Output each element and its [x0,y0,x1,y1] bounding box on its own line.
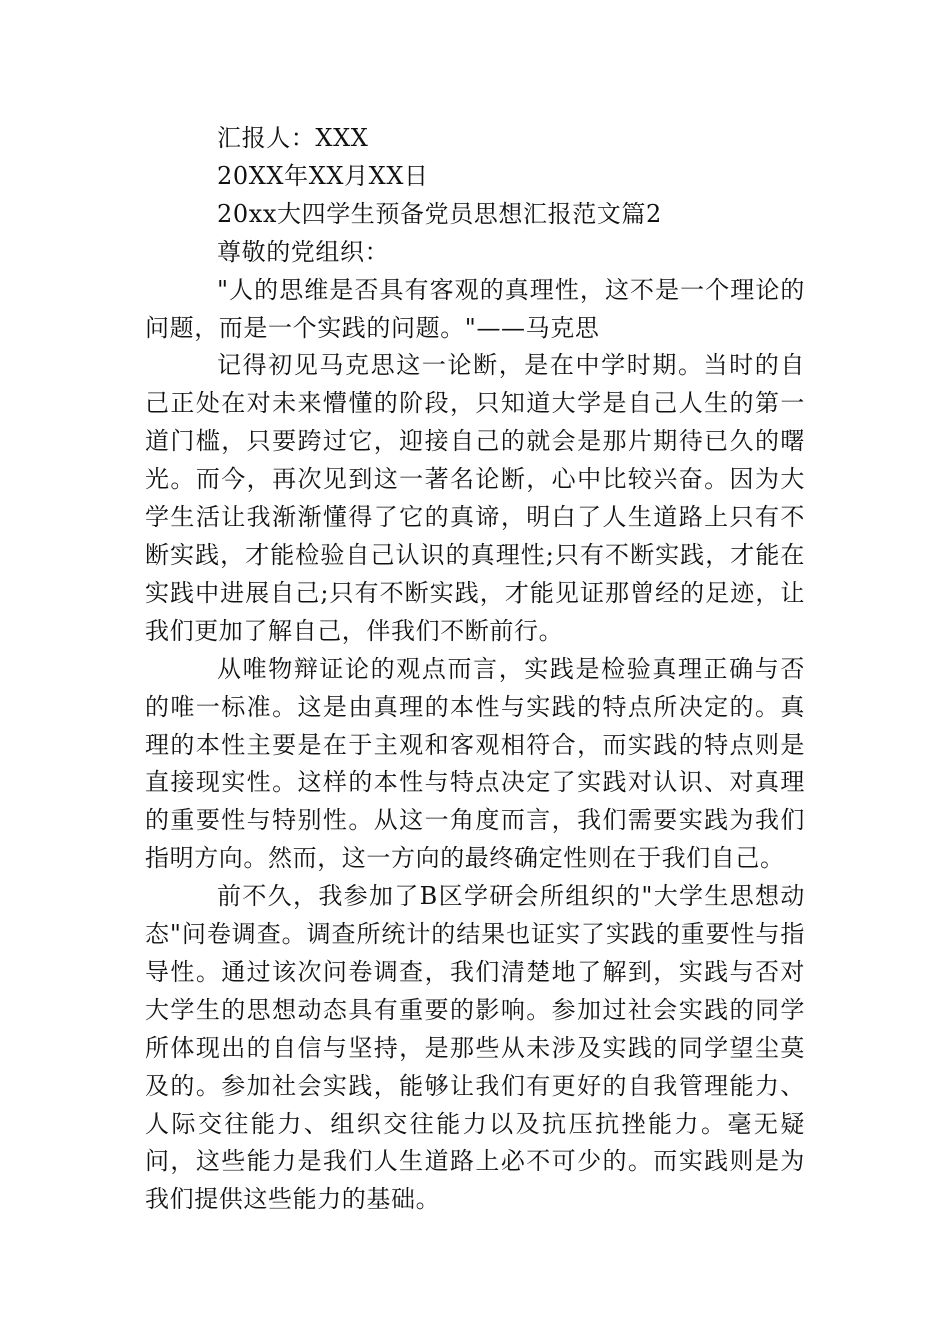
paragraph: 记得初见马克思这一论断，是在中学时期。当时的自己正处在对未来懵懂的阶段，只知道大学是自己人生的第一道门槛，只要跨过它，迎接自己的就会是那片期待已久的曙光。而今，再次见到这一著名论断，心中比较兴奋。因为大学生活让我渐渐懂得了它的真谛，明白了人生道路上只有不断实践，才能检验自己认识的真理性;只有不断实践，才能在实践中进展自己;只有不断实践，才能见证那曾经的足迹，让我们更加了解自己，伴我们不断前行。 [145,351,805,645]
date-line: 20XX年XX月XX日 [217,161,429,190]
document-heading: 20xx大四学生预备党员思想汇报范文篇2 [217,199,662,228]
salutation: 尊敬的党组织： [217,237,390,266]
paragraph-quote: "人的思维是否具有客观的真理性，这不是一个理论的问题，而是一个实践的问题。"——马克思 [145,275,805,342]
reporter-line: 汇报人：XXX [217,124,369,152]
paragraph: 前不久，我参加了B区学研会所组织的"大学生思想动态"问卷调查。调查所统计的结果也证实了实践的重要性与指导性。通过该次问卷调查，我们清楚地了解到，实践与否对大学生的思想动态具有重要的影响。参加过社会实践的同学所体现出的自信与坚持，是那些从未涉及实践的同学望尘莫及的。参加社会实践，能够让我们有更好的自我管理能力、人际交往能力、组织交往能力以及抗压抗挫能力。毫无疑问，这些能力是我们人生道路上必不可少的。而实践则是为我们提供这些能力的基础。 [145,882,805,1214]
document-body [145,120,805,1219]
paragraph: 从唯物辩证论的观点而言，实践是检验真理正确与否的唯一标准。这是由真理的本性与实践的特点所决定的。真理的本性主要是在于主观和客观相符合，而实践的特点则是直接现实性。这样的本性与特点决定了实践对认识、对真理的重要性与特别性。从这一角度而言，我们需要实践为我们指明方向。然而，这一方向的最终确定性则在于我们自己。 [145,654,805,873]
